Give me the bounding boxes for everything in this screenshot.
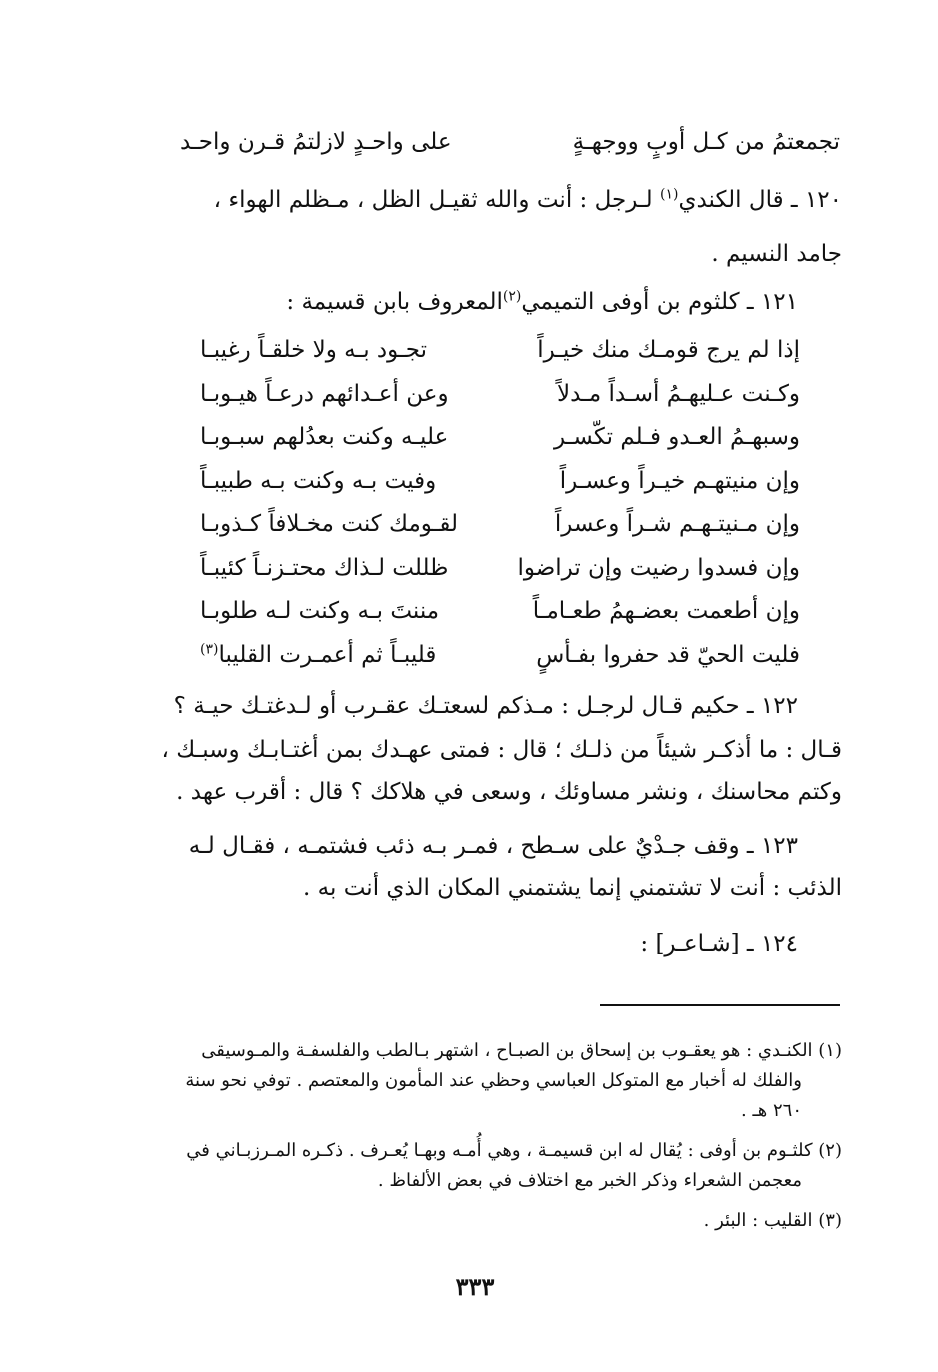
item-122-line-1: ١٢٢ ـ حكيم قـال لرجـل : مـذكم لسعتـك عقـرب أو لـدغتـك حيـة ؟ — [173, 693, 798, 719]
poem-verse — [190, 591, 800, 635]
poem-verse — [190, 461, 800, 505]
item-121-intro-b: المعروف بابن قسيمة : — [286, 289, 503, 315]
footnote-3-line-1: (٣) القليب : البئر . — [703, 1210, 842, 1231]
footnote-2-line-1: (٢) كلثـوم بن أوفى : يُقال له ابن قسيمـة ، وهي أُمـه وبهـا يُعـرف . ذكـره المـرزبـاني في — [186, 1140, 842, 1161]
poem-first-hemistich: وإن منيتهـم خيـراً وعسـراً — [559, 467, 800, 494]
footnote-ref-2: (٢) — [502, 288, 522, 305]
footnote-separator — [600, 1004, 840, 1006]
item-123-line-1: ١٢٣ ـ وقف جـدْيٌ على سـطح ، فمـر بـه ذئب فشتمـه ، فقـال لـه — [188, 833, 798, 859]
poem-first-hemistich: وإن مـنيتـهـم شـراً وعسراً — [554, 511, 800, 537]
footnote-1 — [130, 1036, 842, 1126]
item-121-intro-a: ١٢١ ـ كلثوم بن أوفى التميمي — [521, 289, 798, 315]
poem-second-hemistich: لقـومك كنت مخـلافاً كـذوبـا — [200, 511, 459, 537]
item-120-lead: ١٢٠ ـ قال الكندي — [678, 187, 842, 213]
poem-first-hemistich: فليت الحيّ قد حفروا بفـأسٍ — [536, 641, 800, 668]
poem-first-hemistich: وسبهـمُ العـدو فـلم تكّسـر — [553, 424, 800, 450]
poem-second-hemistich: عليـه وكنت بعدُلهم سبـوبـا — [200, 424, 449, 450]
poem-second-hemistich: مننتَ بـه وكنت لـه طلوبـا — [200, 598, 440, 624]
poem-first-hemistich: وكـنت عـليهـمُ أسـداً مـدلاً — [556, 380, 800, 407]
poem — [190, 330, 800, 678]
footnote-3 — [130, 1206, 842, 1236]
poem-verse — [190, 374, 800, 418]
poem-second-hemistich: تجـود بـه ولا خلقـاً رغيبـا — [200, 337, 428, 363]
poem-second-hemistich: وفيت بـه وكنت بـه طبيبـاً — [200, 467, 437, 494]
item-122-line-3: وكتم محاسنك ، ونشر مساوئك ، وسعى في هلاكك ؟ قال : أقرب عهد . — [176, 779, 842, 805]
item-123-line-2: الذئب : أنت لا تشتمني إنما يشتمني المكان الذي أنت به . — [303, 875, 842, 901]
poem-second-hemistich: وعن أعـدائهم درعـاً هيـوبـا — [200, 380, 449, 407]
page-number: ٣٣٣ — [455, 1272, 495, 1301]
item-120-line-2: جامد النسيم . — [711, 241, 842, 267]
footnote-2 — [130, 1136, 842, 1196]
poem-first-hemistich: وإن فسدوا رضيت وإن تراضوا — [517, 554, 800, 581]
poem-verse — [190, 504, 800, 548]
poem-second-hemistich — [200, 635, 436, 675]
item-124-line-1: ١٢٤ ـ [شـاعـر] : — [640, 931, 798, 957]
footnote-1-line-1: (١) الكنـدي : هو يعقـوب بن إسحاق بن الصبـاح ، اشتهر بـالطب والفلسفـة والمـوسيقى — [201, 1040, 842, 1061]
opening-verse — [150, 122, 840, 162]
poem-verse — [190, 330, 800, 374]
item-121-intro — [286, 282, 798, 322]
poem-verse — [190, 417, 800, 461]
item-120-line-1 — [214, 180, 842, 220]
poem-last-hemistich-text: قليبـاً ثم أعمـرت القليبا — [218, 641, 437, 668]
footnote-ref-3: (٣) — [200, 640, 219, 657]
poem-verse — [190, 548, 800, 592]
poem-verse — [190, 635, 800, 679]
opening-verse-second-hemistich: على واحـدٍ لازلتمُ قـرن واحـد — [180, 129, 452, 155]
poem-first-hemistich: إذا لم يرج قومـك منك خيـراً — [537, 337, 800, 363]
footnote-2-line-2: معجمن الشعراء وذكر الخبر مع اختلاف في بعض الألفاظ . — [377, 1170, 802, 1191]
footnote-1-line-3: ٢٦٠ هـ . — [741, 1100, 802, 1121]
item-120-lead-rest: لـرجل : أنت والله ثقيـل الظل ، مـظلم الهواء ، — [213, 187, 660, 213]
footnote-1-line-2: والفلك له أخبار مع المتوكل العباسي وحظي عند المأمون والمعتصم . توفي نحو سنة — [185, 1070, 802, 1091]
footnote-ref-1: (١) — [659, 186, 679, 203]
poem-first-hemistich: وإن أطعمت بعضـهمُ طعـامـاً — [532, 598, 800, 624]
poem-second-hemistich: ظللت لـذاك محتـزنـاً كئيبـاً — [200, 554, 449, 581]
opening-verse-first-hemistich: تجمعتمُ من كـل أوبٍ ووجهـةٍ — [572, 129, 840, 155]
item-122-line-2: قـال : ما أذكـر شيئاً من ذلـك ؛ قال : فمتى عهـدك بمن أغتـابـك وسبـك ، — [161, 737, 842, 763]
